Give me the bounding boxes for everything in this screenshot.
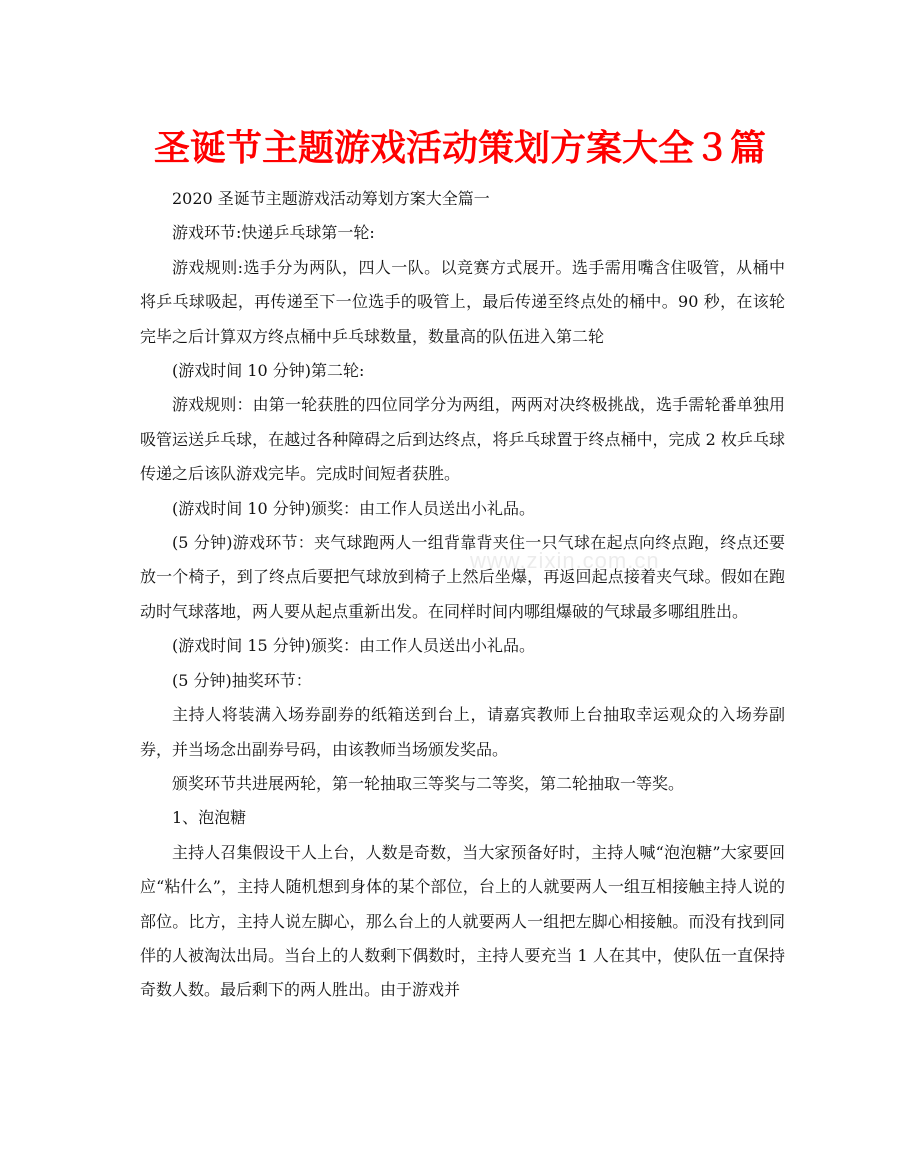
watermark: www.zixin.com.cn [470, 548, 660, 573]
document-title: 圣诞节主题游戏活动策划方案大全３篇 [153, 128, 766, 169]
paragraph: (游戏时间 15 分钟)颁奖：由工作人员送出小礼品。 [172, 636, 536, 656]
paragraph: (游戏时间 10 分钟)第二轮: [172, 361, 365, 381]
document-body [140, 182, 785, 1008]
paragraph: (游戏时间 10 分钟)颁奖：由工作人员送出小礼品。 [172, 498, 536, 518]
paragraph: 游戏环节:快递乒乓球第一轮: [172, 223, 375, 243]
paragraph-subheading: 1、泡泡糖 [172, 808, 247, 828]
paragraph: 游戏规则：由第一轮获胜的四位同学分为两组，两两对决终极挑战，选手需轮番单独用吸管运送乒乓球，在越过各种障碍之后到达终点，将乒乓球置于终点桶中，完成 2 枚乒乓球传递之后该队游戏完毕。完成时间短者获胜。 [140, 395, 785, 484]
paragraph: 颁奖环节共进展两轮，第一轮抽取三等奖与二等奖，第二轮抽取一等奖。 [172, 773, 685, 793]
paragraph: (5 分钟)抽奖环节： [172, 670, 312, 690]
paragraph: 主持人将装满入场券副券的纸箱送到台上，请嘉宾教师上台抽取幸运观众的入场券副券，并当场念出副券号码，由该教师当场颁发奖品。 [140, 705, 785, 759]
paragraph: 游戏规则:选手分为两队，四人一队。以竞赛方式展开。选手需用嘴含住吸管，从桶中将乒乓球吸起，再传递至下一位选手的吸管上，最后传递至终点处的桶中。90 秒，在该轮完毕之后计算双方终点桶中乒乓球数量，数量高的队伍进入第二轮 [140, 257, 785, 346]
paragraph: 主持人召集假设干人上台，人数是奇数，当大家预备好时，主持人喊“泡泡糖”大家要回应“粘什么”，主持人随机想到身体的某个部位，台上的人就要两人一组互相接触主持人说的部位。比方，主持人说左脚心，那么台上的人就要两人一组把左脚心相接触。而没有找到同伴的人被淘汰出局。当台上的人数剩下偶数时，主持人要充当 1 人在其中，使队伍一直保持奇数人数。最后剩下的两人胜出。由于游戏并 [140, 842, 785, 1000]
paragraph-section-heading: 2020 圣诞节主题游戏活动筹划方案大全篇一 [172, 189, 490, 208]
paragraph: (5 分钟)游戏环节：夹气球跑两人一组背靠背夹住一只气球在起点向终点跑，终点还要放一个椅子，到了终点后要把气球放到椅子上然后坐爆，再返回起点接着夹气球。假如在跑动时气球落地，两人要从起点重新出发。在同样时间内哪组爆破的气球最多哪组胜出。 [140, 533, 785, 621]
